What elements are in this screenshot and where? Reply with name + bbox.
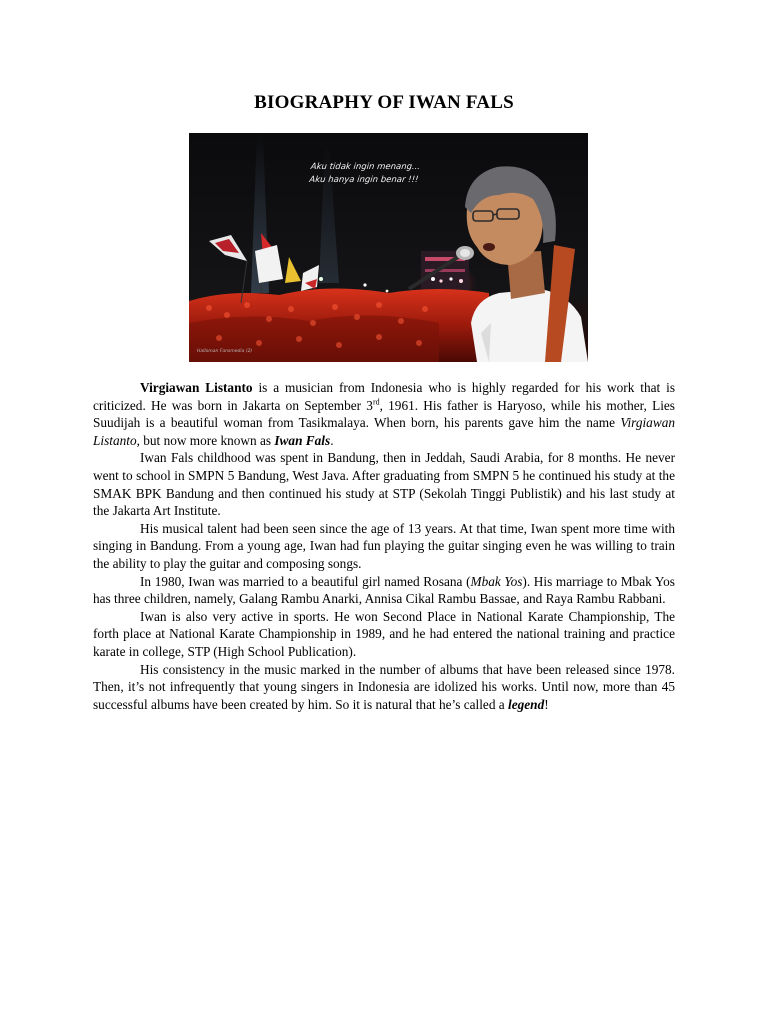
full-name: Virgiawan Listanto <box>140 380 253 395</box>
photo-credit: Halloman Fansmedia (2) <box>197 349 253 354</box>
paragraph-2: Iwan Fals childhood was spent in Bandung, then in Jeddah, Saudi Arabia, for 8 months. He never went to school in SMPN 5 Bandung, West Java. After graduating from SMPN 5 he continued his study at the SMAK BPK Bandung and then continued his study at STP (Sekolah Tinggi Publistik) and his last study at the Jakarta Art Institute. <box>93 450 675 519</box>
legend-word: legend <box>508 696 545 712</box>
p1-text-2: , 1961. His father is Haryoso, while his mother, Lies Suudijah is a beautiful woman from Tasikmalaya. When born, his parents gave him the name <box>93 397 675 431</box>
p6-text-1: His consistency in the music marked in the number of albums that have been released since 1978. Then, it’s not infrequently that young singers in Indonesia are idolized his works. Until now, more than 45 successful albums have been created by him. So it is natural that he’s called a <box>93 661 675 712</box>
paragraph-5: Iwan is also very active in sports. He won Second Place in National Karate Championship, The forth place at National Karate Championship in 1989, and he had entered the national training and practice karate in college, STP (High School Publication). <box>93 608 675 659</box>
p1-text-3: , but now more known as <box>136 432 275 448</box>
photo-quote <box>309 161 452 187</box>
paragraph-1 <box>93 379 675 449</box>
nickname: Mbak Yos <box>470 573 523 589</box>
iwan-fals-photo <box>189 133 588 362</box>
biography-body <box>93 379 675 713</box>
stage-name: Iwan Fals <box>274 432 331 448</box>
p4-text-1: In 1980, Iwan was married to a beautiful girl named Rosana ( <box>140 573 471 589</box>
p6-text-2: ! <box>544 696 549 712</box>
p4-text-2: ). His marriage to Mbak Yos has three children, namely, Galang Rambu Anarki, Annisa Cikal Rambu Bassae, and Raya Rambu Rabbani. <box>93 573 675 607</box>
ordinal-suffix: rd <box>372 397 380 407</box>
paragraph-4 <box>93 573 675 608</box>
photo-quote-line-1: Aku tidak ingin menang... <box>310 162 421 172</box>
paragraph-3: His musical talent had been seen since the age of 13 years. At that time, Iwan spent more time with singing in Bandung. From a young age, Iwan had fun playing the guitar singing even he was willing to train the ability to play the guitar and composing songs. <box>93 520 675 571</box>
p1-text-1: is a musician from Indonesia who is highly regarded for his work that is criticized. He was born in Jakarta on September 3 <box>93 380 675 413</box>
photo-quote-line-2: Aku hanya ingin benar !!! <box>308 175 419 185</box>
paragraph-6 <box>93 661 675 714</box>
document-title: BIOGRAPHY OF IWAN FALS <box>254 92 514 113</box>
p1-text-4: . <box>330 432 334 448</box>
italic-name: Virgiawan Listanto <box>93 415 675 448</box>
